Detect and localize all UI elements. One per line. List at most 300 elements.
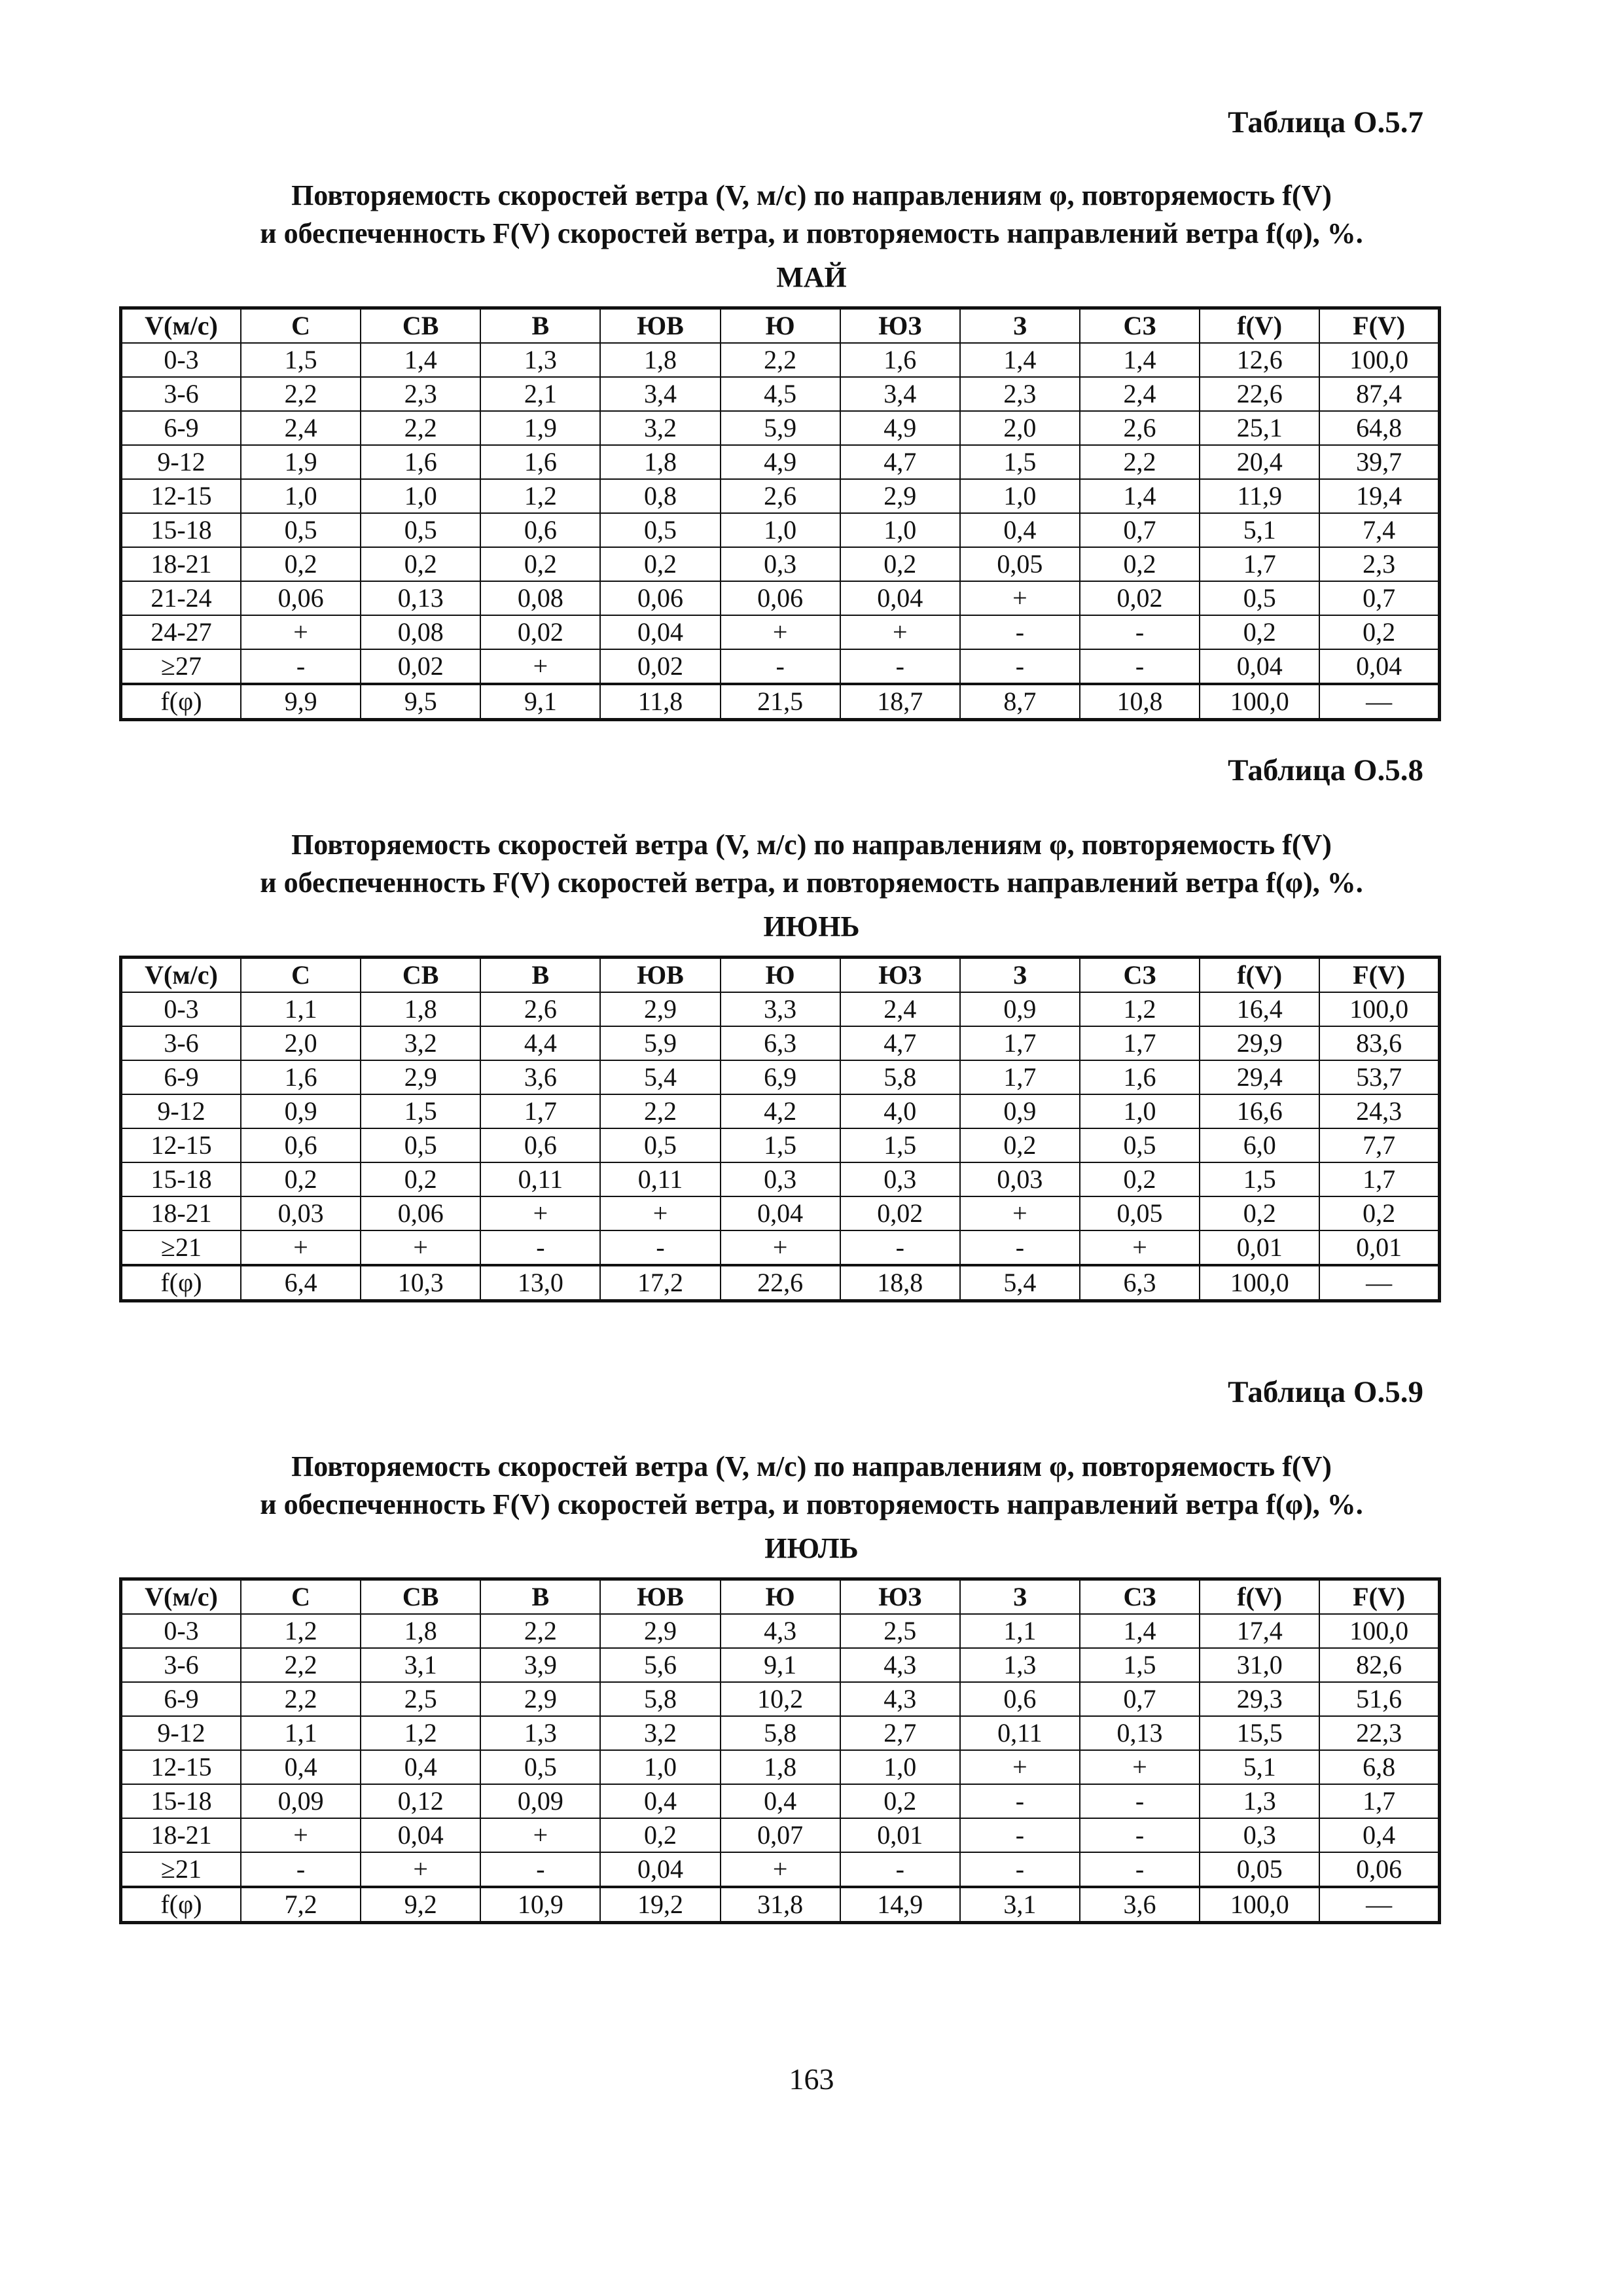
value-cell: 0,2 bbox=[600, 1818, 720, 1852]
wind-table bbox=[119, 1577, 1441, 1924]
table-caption bbox=[0, 1448, 1623, 1524]
value-cell: 12,6 bbox=[1200, 343, 1319, 377]
value-cell: 2,4 bbox=[1080, 377, 1200, 411]
value-cell: - bbox=[241, 649, 361, 684]
value-cell: 2,1 bbox=[480, 377, 600, 411]
value-cell: - bbox=[960, 615, 1080, 649]
month-title: ИЮНЬ bbox=[763, 910, 860, 942]
value-cell: 0,2 bbox=[1200, 1196, 1319, 1230]
value-cell: 2,2 bbox=[361, 411, 480, 445]
value-cell: 1,7 bbox=[960, 1026, 1080, 1060]
value-cell: 9,1 bbox=[721, 1648, 840, 1682]
column-header: F(V) bbox=[1319, 1579, 1439, 1615]
value-cell: 53,7 bbox=[1319, 1060, 1439, 1094]
total-value-cell: 10,8 bbox=[1080, 684, 1200, 720]
value-cell: + bbox=[960, 1750, 1080, 1784]
value-cell: 1,0 bbox=[840, 1750, 960, 1784]
value-cell: 5,4 bbox=[600, 1060, 720, 1094]
value-cell: 2,6 bbox=[721, 479, 840, 513]
value-cell: 0,04 bbox=[361, 1818, 480, 1852]
speed-range-cell: 18-21 bbox=[121, 1818, 241, 1852]
total-label-cell: f(φ) bbox=[121, 1265, 241, 1301]
value-cell: 4,9 bbox=[721, 445, 840, 479]
value-cell: + bbox=[840, 615, 960, 649]
value-cell: 29,3 bbox=[1200, 1682, 1319, 1716]
value-cell: 1,2 bbox=[241, 1614, 361, 1648]
value-cell: 1,3 bbox=[480, 1716, 600, 1750]
value-cell: 0,06 bbox=[600, 581, 720, 615]
column-header: В bbox=[480, 1579, 600, 1615]
value-cell: 0,09 bbox=[480, 1784, 600, 1818]
value-cell: 0,7 bbox=[1080, 513, 1200, 547]
value-cell: 0,02 bbox=[840, 1196, 960, 1230]
value-cell: 1,8 bbox=[600, 445, 720, 479]
table-row bbox=[121, 1060, 1440, 1094]
value-cell: 0,3 bbox=[721, 1162, 840, 1196]
total-value-cell: 31,8 bbox=[721, 1887, 840, 1923]
table-row bbox=[121, 1716, 1440, 1750]
value-cell: 0,2 bbox=[241, 1162, 361, 1196]
value-cell: 0,06 bbox=[241, 581, 361, 615]
value-cell: 0,06 bbox=[361, 1196, 480, 1230]
value-cell: 0,11 bbox=[600, 1162, 720, 1196]
value-cell: 1,5 bbox=[241, 343, 361, 377]
value-cell: 2,2 bbox=[480, 1614, 600, 1648]
value-cell: 0,05 bbox=[1080, 1196, 1200, 1230]
value-cell: 1,7 bbox=[1200, 547, 1319, 581]
value-cell: 0,9 bbox=[960, 992, 1080, 1026]
speed-range-cell: 15-18 bbox=[121, 513, 241, 547]
value-cell: 1,6 bbox=[361, 445, 480, 479]
value-cell: 22,6 bbox=[1200, 377, 1319, 411]
total-value-cell: 22,6 bbox=[721, 1265, 840, 1301]
value-cell: + bbox=[1080, 1230, 1200, 1265]
value-cell: 0,06 bbox=[1319, 1852, 1439, 1887]
value-cell: 4,4 bbox=[480, 1026, 600, 1060]
value-cell: 0,07 bbox=[721, 1818, 840, 1852]
value-cell: 16,6 bbox=[1200, 1094, 1319, 1128]
value-cell: 0,09 bbox=[241, 1784, 361, 1818]
value-cell: - bbox=[960, 1230, 1080, 1265]
value-cell: 0,2 bbox=[480, 547, 600, 581]
value-cell: 0,13 bbox=[1080, 1716, 1200, 1750]
total-value-cell: 7,2 bbox=[241, 1887, 361, 1923]
value-cell: - bbox=[600, 1230, 720, 1265]
value-cell: 3,2 bbox=[600, 411, 720, 445]
value-cell: 1,8 bbox=[361, 1614, 480, 1648]
value-cell: 1,1 bbox=[960, 1614, 1080, 1648]
value-cell: 1,5 bbox=[361, 1094, 480, 1128]
table-row bbox=[121, 1852, 1440, 1887]
value-cell: 0,5 bbox=[480, 1750, 600, 1784]
value-cell: 1,4 bbox=[960, 343, 1080, 377]
total-value-cell: 3,1 bbox=[960, 1887, 1080, 1923]
value-cell: 1,2 bbox=[480, 479, 600, 513]
caption-line: и обеспеченность F(V) скоростей ветра, и повторяемость направлений ветра f(φ), %. bbox=[260, 1488, 1363, 1520]
total-row bbox=[121, 1887, 1440, 1923]
table-caption bbox=[0, 826, 1623, 902]
column-header: С bbox=[241, 1579, 361, 1615]
value-cell: 6,8 bbox=[1319, 1750, 1439, 1784]
value-cell: - bbox=[480, 1230, 600, 1265]
value-cell: 20,4 bbox=[1200, 445, 1319, 479]
table-row bbox=[121, 1026, 1440, 1060]
table-row bbox=[121, 1818, 1440, 1852]
value-cell: 0,04 bbox=[1319, 649, 1439, 684]
value-cell: 0,02 bbox=[480, 615, 600, 649]
speed-range-cell: 6-9 bbox=[121, 411, 241, 445]
value-cell: - bbox=[480, 1852, 600, 1887]
total-value-cell: 9,9 bbox=[241, 684, 361, 720]
total-value-cell: 14,9 bbox=[840, 1887, 960, 1923]
total-value-cell: 19,2 bbox=[600, 1887, 720, 1923]
value-cell: - bbox=[241, 1852, 361, 1887]
value-cell: 31,0 bbox=[1200, 1648, 1319, 1682]
value-cell: 1,4 bbox=[1080, 343, 1200, 377]
value-cell: 3,6 bbox=[480, 1060, 600, 1094]
value-cell: 1,1 bbox=[241, 992, 361, 1026]
value-cell: - bbox=[1080, 615, 1200, 649]
value-cell: - bbox=[721, 649, 840, 684]
column-header: СЗ bbox=[1080, 308, 1200, 344]
table-row bbox=[121, 513, 1440, 547]
value-cell: 3,2 bbox=[361, 1026, 480, 1060]
value-cell: 2,7 bbox=[840, 1716, 960, 1750]
value-cell: 29,4 bbox=[1200, 1060, 1319, 1094]
caption-line: Повторяемость скоростей ветра (V, м/с) по направлениям φ, повторяемость f(V) bbox=[291, 1450, 1332, 1482]
value-cell: 2,5 bbox=[840, 1614, 960, 1648]
value-cell: 51,6 bbox=[1319, 1682, 1439, 1716]
value-cell: 4,7 bbox=[840, 445, 960, 479]
caption-line: и обеспеченность F(V) скоростей ветра, и повторяемость направлений ветра f(φ), %. bbox=[260, 217, 1363, 249]
value-cell: 2,2 bbox=[241, 377, 361, 411]
value-cell: 25,1 bbox=[1200, 411, 1319, 445]
value-cell: 1,6 bbox=[840, 343, 960, 377]
value-cell: 2,2 bbox=[241, 1648, 361, 1682]
value-cell: 1,1 bbox=[241, 1716, 361, 1750]
value-cell: - bbox=[840, 1230, 960, 1265]
value-cell: 1,5 bbox=[721, 1128, 840, 1162]
value-cell: 0,04 bbox=[840, 581, 960, 615]
speed-range-cell: 3-6 bbox=[121, 1648, 241, 1682]
value-cell: 0,2 bbox=[840, 547, 960, 581]
value-cell: 4,5 bbox=[721, 377, 840, 411]
value-cell: 5,1 bbox=[1200, 1750, 1319, 1784]
table-row bbox=[121, 1128, 1440, 1162]
value-cell: 1,9 bbox=[241, 445, 361, 479]
table-row bbox=[121, 1682, 1440, 1716]
value-cell: 1,5 bbox=[840, 1128, 960, 1162]
total-row bbox=[121, 684, 1440, 720]
value-cell: 2,9 bbox=[840, 479, 960, 513]
value-cell: 1,6 bbox=[480, 445, 600, 479]
column-header: f(V) bbox=[1200, 958, 1319, 993]
value-cell: 3,4 bbox=[840, 377, 960, 411]
speed-range-cell: ≥21 bbox=[121, 1230, 241, 1265]
total-value-cell: 100,0 bbox=[1200, 1265, 1319, 1301]
value-cell: 5,1 bbox=[1200, 513, 1319, 547]
value-cell: 0,2 bbox=[840, 1784, 960, 1818]
value-cell: 4,7 bbox=[840, 1026, 960, 1060]
value-cell: 1,6 bbox=[241, 1060, 361, 1094]
value-cell: 7,7 bbox=[1319, 1128, 1439, 1162]
value-cell: 0,3 bbox=[721, 547, 840, 581]
total-value-cell: 5,4 bbox=[960, 1265, 1080, 1301]
value-cell: 0,03 bbox=[241, 1196, 361, 1230]
value-cell: 5,9 bbox=[600, 1026, 720, 1060]
value-cell: 0,2 bbox=[1080, 547, 1200, 581]
value-cell: 1,0 bbox=[241, 479, 361, 513]
speed-range-cell: 9-12 bbox=[121, 445, 241, 479]
caption-line: и обеспеченность F(V) скоростей ветра, и повторяемость направлений ветра f(φ), %. bbox=[260, 867, 1363, 899]
value-cell: - bbox=[960, 1784, 1080, 1818]
value-cell: 10,2 bbox=[721, 1682, 840, 1716]
value-cell: 0,6 bbox=[241, 1128, 361, 1162]
speed-range-cell: 12-15 bbox=[121, 479, 241, 513]
value-cell: - bbox=[840, 1852, 960, 1887]
value-cell: 4,9 bbox=[840, 411, 960, 445]
value-cell: - bbox=[960, 649, 1080, 684]
value-cell: 11,9 bbox=[1200, 479, 1319, 513]
page-number: 163 bbox=[789, 2062, 834, 2096]
column-header: f(V) bbox=[1200, 1579, 1319, 1615]
column-header: З bbox=[960, 308, 1080, 344]
table-row bbox=[121, 547, 1440, 581]
value-cell: 1,8 bbox=[600, 343, 720, 377]
value-cell: 1,7 bbox=[960, 1060, 1080, 1094]
value-cell: 6,3 bbox=[721, 1026, 840, 1060]
total-value-cell: 18,8 bbox=[840, 1265, 960, 1301]
value-cell: 1,0 bbox=[840, 513, 960, 547]
value-cell: 2,5 bbox=[361, 1682, 480, 1716]
value-cell: 0,4 bbox=[361, 1750, 480, 1784]
value-cell: 1,5 bbox=[1080, 1648, 1200, 1682]
column-header: Ю bbox=[721, 958, 840, 993]
column-header: V(м/с) bbox=[121, 1579, 241, 1615]
value-cell: 0,2 bbox=[600, 547, 720, 581]
column-header: Ю bbox=[721, 308, 840, 344]
value-cell: 2,3 bbox=[960, 377, 1080, 411]
value-cell: 0,08 bbox=[480, 581, 600, 615]
value-cell: - bbox=[840, 649, 960, 684]
total-value-cell: — bbox=[1319, 1887, 1439, 1923]
table-row bbox=[121, 1094, 1440, 1128]
total-value-cell: 11,8 bbox=[600, 684, 720, 720]
value-cell: 0,2 bbox=[1200, 615, 1319, 649]
column-header: ЮВ bbox=[600, 958, 720, 993]
value-cell: 5,8 bbox=[840, 1060, 960, 1094]
column-header: ЮЗ bbox=[840, 958, 960, 993]
value-cell: 0,01 bbox=[840, 1818, 960, 1852]
speed-range-cell: 9-12 bbox=[121, 1094, 241, 1128]
value-cell: 4,2 bbox=[721, 1094, 840, 1128]
wind-table bbox=[119, 306, 1441, 721]
total-value-cell: 10,9 bbox=[480, 1887, 600, 1923]
table-number: Таблица О.5.8 bbox=[1228, 753, 1423, 787]
total-value-cell: 21,5 bbox=[721, 684, 840, 720]
value-cell: 0,3 bbox=[1200, 1818, 1319, 1852]
value-cell: 0,6 bbox=[960, 1682, 1080, 1716]
value-cell: 0,9 bbox=[241, 1094, 361, 1128]
value-cell: 0,05 bbox=[960, 547, 1080, 581]
column-header: ЮЗ bbox=[840, 308, 960, 344]
value-cell: 0,5 bbox=[361, 513, 480, 547]
value-cell: - bbox=[960, 1818, 1080, 1852]
column-header: ЮЗ bbox=[840, 1579, 960, 1615]
column-header: ЮВ bbox=[600, 308, 720, 344]
value-cell: 100,0 bbox=[1319, 343, 1439, 377]
value-cell: 0,06 bbox=[721, 581, 840, 615]
value-cell: 0,01 bbox=[1200, 1230, 1319, 1265]
caption-line: Повторяемость скоростей ветра (V, м/с) по направлениям φ, повторяемость f(V) bbox=[291, 179, 1332, 211]
month-title: МАЙ bbox=[776, 261, 847, 293]
value-cell: 4,0 bbox=[840, 1094, 960, 1128]
value-cell: 1,0 bbox=[960, 479, 1080, 513]
value-cell: 0,2 bbox=[960, 1128, 1080, 1162]
speed-range-cell: 6-9 bbox=[121, 1682, 241, 1716]
speed-range-cell: 3-6 bbox=[121, 1026, 241, 1060]
value-cell: 0,5 bbox=[361, 1128, 480, 1162]
total-value-cell: 100,0 bbox=[1200, 684, 1319, 720]
value-cell: 0,3 bbox=[840, 1162, 960, 1196]
value-cell: 0,7 bbox=[1080, 1682, 1200, 1716]
value-cell: 3,1 bbox=[361, 1648, 480, 1682]
value-cell: 0,4 bbox=[600, 1784, 720, 1818]
value-cell: 5,8 bbox=[721, 1716, 840, 1750]
value-cell: 5,8 bbox=[600, 1682, 720, 1716]
value-cell: 87,4 bbox=[1319, 377, 1439, 411]
value-cell: 2,4 bbox=[241, 411, 361, 445]
wind-table bbox=[119, 956, 1441, 1302]
column-header: Ю bbox=[721, 1579, 840, 1615]
value-cell: 0,6 bbox=[480, 1128, 600, 1162]
value-cell: + bbox=[361, 1852, 480, 1887]
value-cell: 1,7 bbox=[480, 1094, 600, 1128]
value-cell: 0,03 bbox=[960, 1162, 1080, 1196]
value-cell: 100,0 bbox=[1319, 992, 1439, 1026]
value-cell: 39,7 bbox=[1319, 445, 1439, 479]
month-title: ИЮЛЬ bbox=[764, 1532, 859, 1564]
total-value-cell: 8,7 bbox=[960, 684, 1080, 720]
total-value-cell: 3,6 bbox=[1080, 1887, 1200, 1923]
table-row bbox=[121, 1784, 1440, 1818]
value-cell: 15,5 bbox=[1200, 1716, 1319, 1750]
total-value-cell: 9,5 bbox=[361, 684, 480, 720]
value-cell: 1,3 bbox=[960, 1648, 1080, 1682]
value-cell: 2,2 bbox=[600, 1094, 720, 1128]
value-cell: 2,0 bbox=[960, 411, 1080, 445]
value-cell: 0,9 bbox=[960, 1094, 1080, 1128]
value-cell: 1,5 bbox=[1200, 1162, 1319, 1196]
value-cell: 0,2 bbox=[361, 547, 480, 581]
value-cell: 0,04 bbox=[600, 1852, 720, 1887]
value-cell: + bbox=[241, 1818, 361, 1852]
total-value-cell: 13,0 bbox=[480, 1265, 600, 1301]
value-cell: 0,2 bbox=[1319, 1196, 1439, 1230]
speed-range-cell: 3-6 bbox=[121, 377, 241, 411]
value-cell: 0,8 bbox=[600, 479, 720, 513]
column-header: F(V) bbox=[1319, 958, 1439, 993]
column-header: В bbox=[480, 308, 600, 344]
column-header: СЗ bbox=[1080, 1579, 1200, 1615]
table-row bbox=[121, 411, 1440, 445]
column-header: В bbox=[480, 958, 600, 993]
column-header: СВ bbox=[361, 958, 480, 993]
value-cell: + bbox=[960, 1196, 1080, 1230]
value-cell: 4,3 bbox=[721, 1614, 840, 1648]
table-caption bbox=[0, 177, 1623, 253]
value-cell: 19,4 bbox=[1319, 479, 1439, 513]
value-cell: + bbox=[721, 615, 840, 649]
value-cell: 3,9 bbox=[480, 1648, 600, 1682]
value-cell: 0,04 bbox=[721, 1196, 840, 1230]
value-cell: 1,8 bbox=[721, 1750, 840, 1784]
table-row bbox=[121, 377, 1440, 411]
value-cell: 1,6 bbox=[1080, 1060, 1200, 1094]
total-value-cell: 18,7 bbox=[840, 684, 960, 720]
value-cell: 0,5 bbox=[241, 513, 361, 547]
value-cell: + bbox=[721, 1852, 840, 1887]
total-label-cell: f(φ) bbox=[121, 1887, 241, 1923]
value-cell: 24,3 bbox=[1319, 1094, 1439, 1128]
total-value-cell: 6,4 bbox=[241, 1265, 361, 1301]
speed-range-cell: ≥27 bbox=[121, 649, 241, 684]
table-row bbox=[121, 1750, 1440, 1784]
value-cell: 0,4 bbox=[960, 513, 1080, 547]
column-header: С bbox=[241, 958, 361, 993]
value-cell: 5,6 bbox=[600, 1648, 720, 1682]
value-cell: 2,6 bbox=[480, 992, 600, 1026]
value-cell: 0,05 bbox=[1200, 1852, 1319, 1887]
value-cell: 4,3 bbox=[840, 1682, 960, 1716]
value-cell: 1,0 bbox=[600, 1750, 720, 1784]
value-cell: 0,2 bbox=[1080, 1162, 1200, 1196]
value-cell: 2,4 bbox=[840, 992, 960, 1026]
speed-range-cell: 6-9 bbox=[121, 1060, 241, 1094]
table-row bbox=[121, 1162, 1440, 1196]
value-cell: 100,0 bbox=[1319, 1614, 1439, 1648]
value-cell: 1,4 bbox=[361, 343, 480, 377]
table-row bbox=[121, 479, 1440, 513]
speed-range-cell: 21-24 bbox=[121, 581, 241, 615]
speed-range-cell: 15-18 bbox=[121, 1162, 241, 1196]
column-header: З bbox=[960, 958, 1080, 993]
value-cell: 1,0 bbox=[1080, 1094, 1200, 1128]
value-cell: 0,2 bbox=[241, 547, 361, 581]
value-cell: - bbox=[960, 1852, 1080, 1887]
value-cell: 29,9 bbox=[1200, 1026, 1319, 1060]
total-value-cell: 6,3 bbox=[1080, 1265, 1200, 1301]
value-cell: - bbox=[1080, 1818, 1200, 1852]
value-cell: 4,3 bbox=[840, 1648, 960, 1682]
value-cell: 2,2 bbox=[721, 343, 840, 377]
value-cell: + bbox=[480, 1818, 600, 1852]
column-header: СВ bbox=[361, 308, 480, 344]
value-cell: + bbox=[721, 1230, 840, 1265]
value-cell: 1,2 bbox=[361, 1716, 480, 1750]
value-cell: 0,5 bbox=[1080, 1128, 1200, 1162]
value-cell: 2,2 bbox=[241, 1682, 361, 1716]
value-cell: 0,7 bbox=[1319, 581, 1439, 615]
total-value-cell: — bbox=[1319, 684, 1439, 720]
value-cell: + bbox=[960, 581, 1080, 615]
total-value-cell: 17,2 bbox=[600, 1265, 720, 1301]
value-cell: 0,4 bbox=[721, 1784, 840, 1818]
value-cell: 1,4 bbox=[1080, 1614, 1200, 1648]
speed-range-cell: 12-15 bbox=[121, 1128, 241, 1162]
value-cell: 0,11 bbox=[480, 1162, 600, 1196]
value-cell: 0,04 bbox=[600, 615, 720, 649]
